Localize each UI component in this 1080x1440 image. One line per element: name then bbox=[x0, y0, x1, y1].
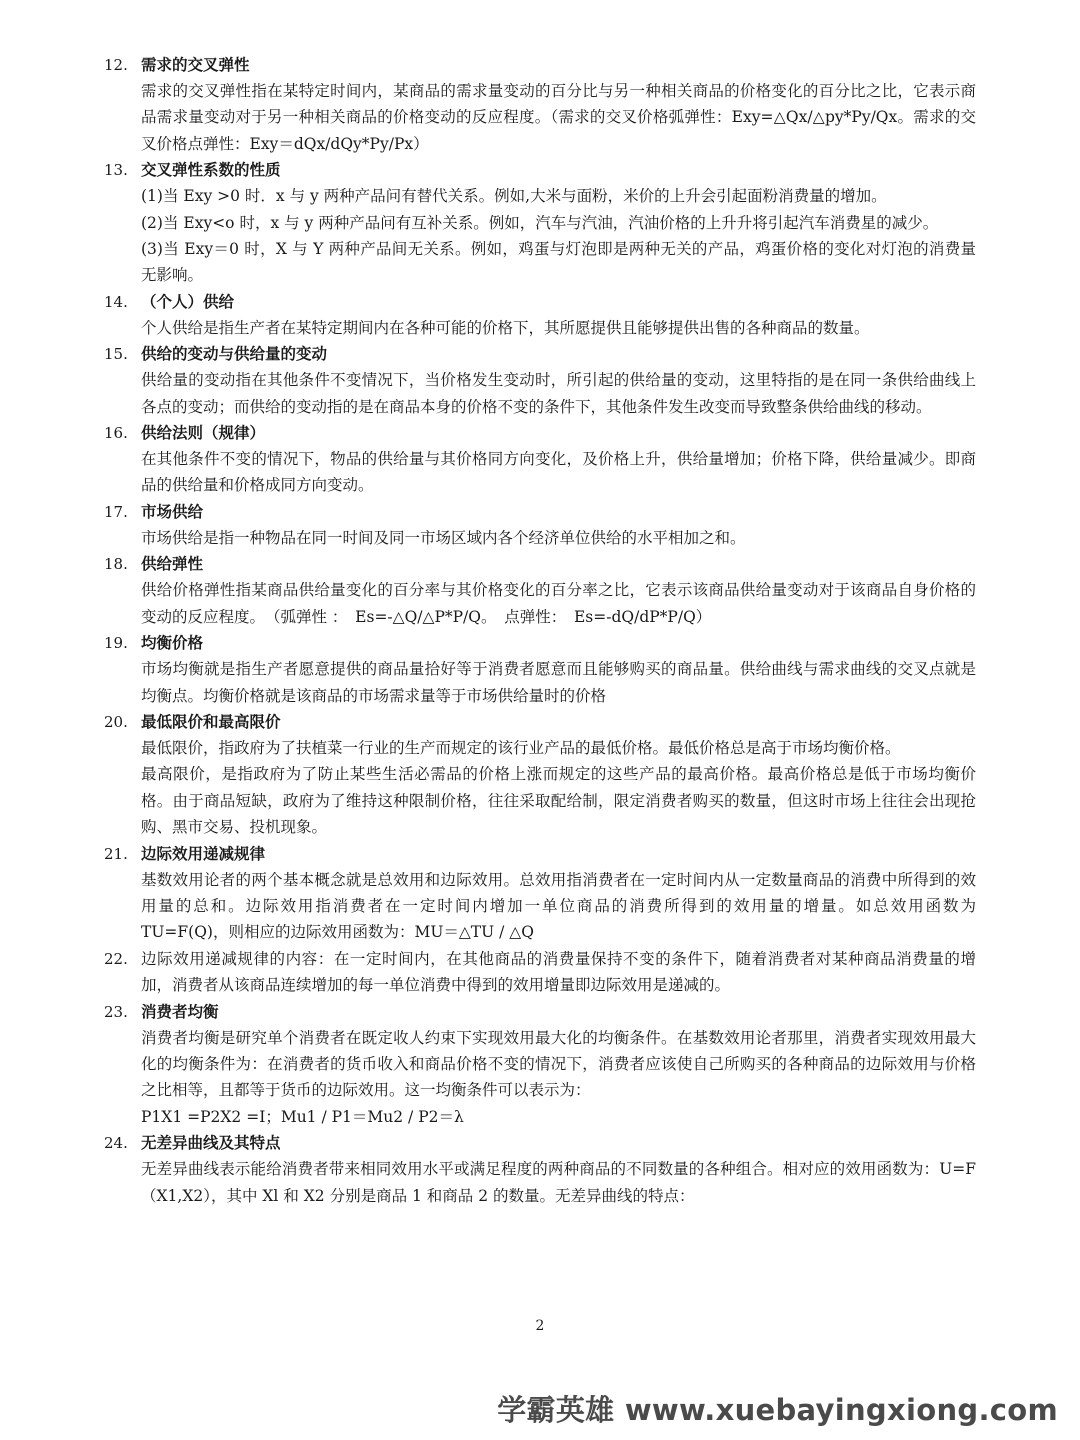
section-paragraph: 消费者均衡是研究单个消费者在既定收人约束下实现效用最大化的均衡条件。在基数效用论者那里，消费者实现效用最大化的均衡条件为：在消费者的货币收入和商品价格不变的情况下，消费者应该使自己所购买的各种商品的边际效用与价格之比相等，且都等于货币的边际效用。这一均衡条件可以表示为： bbox=[141, 1028, 976, 1100]
section-title: 交叉弹性系数的性质 bbox=[141, 161, 281, 180]
section-paragraph: 需求的交叉弹性指在某特定时间内，某商品的需求量变动的百分比与另一种相关商品的价格变化的百分比之比，它表示商品需求量变动对于另一种相关商品的价格变动的反应程度。（需求的交叉价格弧弹性：Exy=△Qx/△py*Py/Qx。需求的交叉价格点弹性：Exy＝dQx/dQy*Py/Px） bbox=[141, 82, 976, 153]
section-number: 22. bbox=[104, 949, 128, 968]
section-paragraph: 最高限价，是指政府为了防止某些生活必需品的价格上涨而规定的这些产品的最高价格。最高价格总是低于市场均衡价格。由于商品短缺，政府为了维持这种限制价格，往往采取配给制，限定消费者购买的数量，但这时市场上往往会出现抢购、黑市交易、投机现象。 bbox=[141, 765, 976, 837]
section-13 bbox=[0, 157, 1080, 289]
section-15 bbox=[0, 341, 1080, 420]
section-paragraph: 市场均衡就是指生产者愿意提供的商品量拾好等于消费者愿意而且能够购买的商品量。供给曲线与需求曲线的交叉点就是均衡点。均衡价格就是该商品的市场需求量等于市场供给量时的价格 bbox=[141, 660, 976, 705]
section-paragraph: (3)当 Exy＝0 时，X 与 Y 两种产品间无关系。例如，鸡蛋与灯泡即是两种无关的产品，鸡蛋价格的变化对灯泡的消费量无影响。 bbox=[141, 240, 976, 285]
section-paragraph: 市场供给是指一种物品在同一时间及同一市场区域内各个经济单位供给的水平相加之和。 bbox=[141, 528, 746, 547]
section-number: 14. bbox=[104, 292, 128, 311]
section-number: 21. bbox=[104, 844, 128, 863]
section-title: 供给的变动与供给量的变动 bbox=[141, 345, 328, 364]
section-title: 边际效用递减规律 bbox=[141, 844, 266, 863]
section-19 bbox=[0, 630, 1080, 709]
section-paragraph: 在其他条件不变的情况下，物品的供给量与其价格同方向变化，及价格上升，供给量增加；价格下降，供给量减少。即商品的供给量和价格成同方向变动。 bbox=[141, 450, 976, 495]
section-number: 18. bbox=[104, 555, 128, 574]
section-number: 12. bbox=[104, 56, 128, 74]
section-20 bbox=[0, 709, 1080, 841]
section-paragraph: 供给价格弹性指某商品供给量变化的百分率与其价格变化的百分率之比，它表示该商品供给量变动对于该商品自身价格的变动的反应程度。 （弧弹性 ： Es=-△Q/△P*P/Q。 点弹性： Es=-dQ/dP*P/Q） bbox=[141, 581, 976, 626]
section-title: 均衡价格 bbox=[141, 634, 204, 653]
section-title: 无差异曲线及其特点 bbox=[141, 1134, 281, 1153]
section-18 bbox=[0, 551, 1080, 630]
section-paragraph: 边际效用递减规律的内容：在一定时间内，在其他商品的消费量保持不变的条件下，随着消费者对某种商品消费量的增加，消费者从该商品连续增加的每一单位消费中得到的效用增量即边际效用是递减的。 bbox=[141, 949, 976, 995]
section-16 bbox=[0, 420, 1080, 499]
section-paragraph: 最低限价，指政府为了扶植菜一行业的生产而规定的该行业产品的最低价格。最低价格总是高于市场均衡价格。 bbox=[141, 738, 901, 757]
section-title: 需求的交叉弹性 bbox=[141, 56, 250, 74]
section-number: 13. bbox=[104, 161, 128, 180]
section-number: 20. bbox=[104, 712, 128, 731]
section-paragraph: 个人供给是指生产者在某特定期间内在各种可能的价格下，其所愿提供且能够提供出售的各种商品的数量。 bbox=[141, 318, 870, 337]
section-number: 24. bbox=[104, 1134, 128, 1153]
section-24 bbox=[0, 1130, 1080, 1209]
section-title: 最低限价和最高限价 bbox=[141, 712, 281, 731]
document-page bbox=[0, 52, 1080, 1209]
section-title: （个人）供给 bbox=[141, 292, 235, 311]
section-title: 消费者均衡 bbox=[141, 1002, 219, 1021]
section-number: 23. bbox=[104, 1002, 128, 1021]
section-number: 15. bbox=[104, 345, 128, 364]
section-14 bbox=[0, 289, 1080, 341]
section-paragraph: 供给量的变动指在其他条件不变情况下，当价格发生变动时，所引起的供给量的变动，这里特指的是在同一条供给曲线上各点的变动；而供给的变动指的是在商品本身的价格不变的条件下，其他条件发生改变而导致整条供给曲线的移动。 bbox=[141, 371, 976, 416]
section-paragraph: (1)当 Exy >0 时．x 与 y 两种产品问有替代关系。例如,大米与面粉，米价的上升会引起面粉消费量的增加。 bbox=[141, 187, 887, 206]
section-23 bbox=[0, 999, 1080, 1131]
formula-line: P1X1 =P2X2 =I；Mu1 / P1＝Mu2 / P2＝λ bbox=[141, 1107, 464, 1126]
section-title: 供给法则（规律） bbox=[141, 424, 266, 443]
section-paragraph: (2)当 Exy<o 时，x 与 y 两种产品问有互补关系。例如，汽车与汽油，汽油价格的上升升将引起汽车消费星的减少。 bbox=[141, 213, 939, 232]
site-watermark: 学霸英雄 www.xuebayingxiong.com bbox=[497, 1393, 1058, 1427]
section-number: 16. bbox=[104, 424, 128, 443]
section-title: 供给弹性 bbox=[141, 555, 204, 574]
section-title: 市场供给 bbox=[141, 502, 204, 521]
section-17 bbox=[0, 499, 1080, 551]
section-12 bbox=[0, 52, 1080, 157]
section-21 bbox=[0, 841, 1080, 946]
section-number: 19. bbox=[104, 634, 128, 653]
page-number: 2 bbox=[535, 1318, 545, 1334]
section-number: 17. bbox=[104, 502, 128, 521]
section-22 bbox=[0, 946, 1080, 999]
section-paragraph: 基数效用论者的两个基本概念就是总效用和边际效用。总效用指消费者在一定时间内从一定数量商品的消费中所得到的效用量的总和。边际效用指消费者在一定时间内增加一单位商品的消费所得到的效用量的增量。如总效用函数为 TU=F(Q)，则相应的边际效用函数为：MU＝△TU / △Q bbox=[141, 870, 976, 942]
section-paragraph: 无差异曲线表示能给消费者带来相同效用水平或满足程度的两种商品的不同数量的各种组合。相对应的效用函数为：U=F（X1,X2），其中 Xl 和 X2 分别是商品 1 和商品 2 的数量。无差异曲线的特点： bbox=[141, 1160, 976, 1205]
